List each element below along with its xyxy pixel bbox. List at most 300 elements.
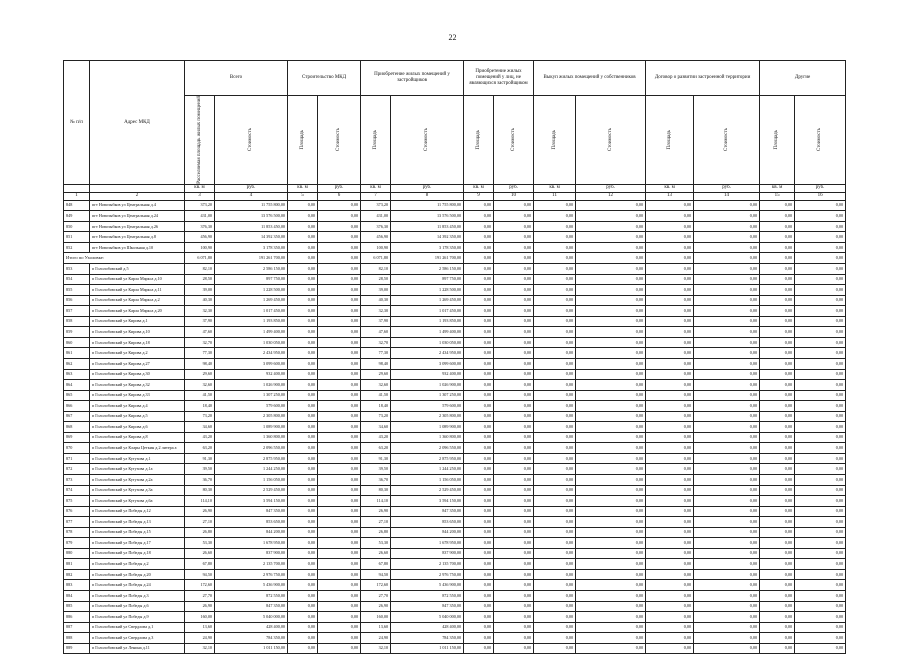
other-cost-cell: 0,00 bbox=[795, 464, 846, 475]
header-territory-contract: Договор о развитии застроенной территории bbox=[646, 61, 760, 96]
total-area-cell: 376,30 bbox=[185, 221, 215, 232]
construction-cost-cell: 0,00 bbox=[318, 559, 361, 570]
acq-nondev-cost-cell: 0,00 bbox=[494, 348, 534, 359]
row-address: п Гололобовский д.5 bbox=[90, 264, 185, 275]
total-area-cell: 160,00 bbox=[185, 612, 215, 623]
acq-nondev-area-cell: 0,00 bbox=[464, 306, 494, 317]
construction-area-cell: 0,00 bbox=[288, 590, 318, 601]
acq-dev-cost-cell: 1 499 400,00 bbox=[391, 327, 464, 338]
acq-dev-area-cell: 41,50 bbox=[361, 390, 391, 401]
buyout-cost-cell: 0,00 bbox=[576, 274, 646, 285]
contract-cost-cell: 0,00 bbox=[694, 590, 760, 601]
total-area-cell: 6 071,80 bbox=[185, 253, 215, 264]
acq-dev-area-cell: 28,50 bbox=[361, 274, 391, 285]
total-cost-cell: 191 261 700,00 bbox=[215, 253, 288, 264]
acq-dev-area-cell: 39,50 bbox=[361, 464, 391, 475]
acq-nondev-area-cell: 0,00 bbox=[464, 580, 494, 591]
row-number: 869 bbox=[64, 432, 90, 443]
contract-cost-cell: 0,00 bbox=[694, 453, 760, 464]
column-number: 1 bbox=[64, 192, 90, 200]
page-number: 22 bbox=[448, 33, 457, 42]
total-cost-cell: 2 434 950,00 bbox=[215, 348, 288, 359]
row-address: п Гололобовский ул Карла Маркса д.11 bbox=[90, 285, 185, 296]
acq-dev-cost-cell: 1 156 050,00 bbox=[391, 474, 464, 485]
construction-area-cell: 0,00 bbox=[288, 569, 318, 580]
column-number: 4 bbox=[215, 192, 288, 200]
buyout-cost-cell: 0,00 bbox=[576, 390, 646, 401]
total-area-cell: 82,10 bbox=[185, 264, 215, 275]
construction-cost-cell: 0,00 bbox=[318, 306, 361, 317]
table-row bbox=[64, 527, 846, 538]
construction-cost-cell: 0,00 bbox=[318, 200, 361, 211]
row-number: 863 bbox=[64, 369, 90, 380]
construction-cost-cell: 0,00 bbox=[318, 538, 361, 549]
contract-cost-cell: 0,00 bbox=[694, 369, 760, 380]
acq-nondev-area-cell: 0,00 bbox=[464, 369, 494, 380]
buyout-area-cell: 0,00 bbox=[534, 612, 576, 623]
unit-rub: руб. bbox=[391, 184, 464, 192]
acq-dev-area-cell: 172,60 bbox=[361, 580, 391, 591]
table-row bbox=[64, 306, 846, 317]
acq-dev-cost-cell: 1 017 450,00 bbox=[391, 306, 464, 317]
contract-cost-cell: 0,00 bbox=[694, 264, 760, 275]
construction-area-cell: 0,00 bbox=[288, 517, 318, 528]
acq-nondev-cost-cell: 0,00 bbox=[494, 612, 534, 623]
acq-nondev-cost-cell: 0,00 bbox=[494, 369, 534, 380]
construction-area-cell: 0,00 bbox=[288, 232, 318, 243]
contract-area-cell: 0,00 bbox=[646, 612, 694, 623]
acq-nondev-cost-cell: 0,00 bbox=[494, 538, 534, 549]
contract-area-cell: 0,00 bbox=[646, 211, 694, 222]
table-row bbox=[64, 337, 846, 348]
contract-cost-cell: 0,00 bbox=[694, 580, 760, 591]
other-area-cell: 0,00 bbox=[760, 348, 795, 359]
row-number: 873 bbox=[64, 474, 90, 485]
total-area-cell: 100,90 bbox=[185, 242, 215, 253]
unit-sqm: кв. м bbox=[185, 184, 215, 192]
row-address: п Гололобовский ул Победы д.2 bbox=[90, 559, 185, 570]
other-cost-cell: 0,00 bbox=[795, 337, 846, 348]
table-row bbox=[64, 390, 846, 401]
buyout-area-cell: 0,00 bbox=[534, 401, 576, 412]
construction-area-cell: 0,00 bbox=[288, 601, 318, 612]
total-area-cell: 63,20 bbox=[185, 443, 215, 454]
buyout-area-cell: 0,00 bbox=[534, 211, 576, 222]
row-number: 871 bbox=[64, 453, 90, 464]
row-number: 850 bbox=[64, 221, 90, 232]
total-area-cell: 27,70 bbox=[185, 590, 215, 601]
acq-dev-cost-cell: 1 678 950,00 bbox=[391, 538, 464, 549]
total-cost-cell: 3 178 350,00 bbox=[215, 242, 288, 253]
buyout-area-cell: 0,00 bbox=[534, 443, 576, 454]
acq-dev-cost-cell: 5 436 900,00 bbox=[391, 580, 464, 591]
construction-area-cell: 0,00 bbox=[288, 264, 318, 275]
construction-area-cell: 0,00 bbox=[288, 643, 318, 654]
acq-dev-area-cell: 27,70 bbox=[361, 590, 391, 601]
acq-dev-cost-cell: 191 261 700,00 bbox=[391, 253, 464, 264]
row-number: 867 bbox=[64, 411, 90, 422]
other-cost-cell: 0,00 bbox=[795, 358, 846, 369]
buyout-cost-cell: 0,00 bbox=[576, 496, 646, 507]
contract-area-cell: 0,00 bbox=[646, 274, 694, 285]
acq-nondev-cost-cell: 0,00 bbox=[494, 496, 534, 507]
other-area-cell: 0,00 bbox=[760, 390, 795, 401]
acq-dev-area-cell: 431,00 bbox=[361, 211, 391, 222]
table-row bbox=[64, 432, 846, 443]
construction-area-cell: 0,00 bbox=[288, 200, 318, 211]
total-area-cell: 32,70 bbox=[185, 337, 215, 348]
row-address: п Гололобовский ул Кирова д.33 bbox=[90, 390, 185, 401]
construction-cost-cell: 0,00 bbox=[318, 601, 361, 612]
construction-cost-cell: 0,00 bbox=[318, 643, 361, 654]
buyout-area-cell: 0,00 bbox=[534, 200, 576, 211]
buyout-area-cell: 0,00 bbox=[534, 221, 576, 232]
acq-nondev-area-cell: 0,00 bbox=[464, 422, 494, 433]
contract-area-cell: 0,00 bbox=[646, 496, 694, 507]
header-acq-non-developers: Приобретение жилых помещений у лиц, не являющихся застройщиком bbox=[464, 61, 534, 96]
acq-nondev-cost-cell: 0,00 bbox=[494, 432, 534, 443]
other-area-cell: 0,00 bbox=[760, 221, 795, 232]
acq-nondev-cost-cell: 0,00 bbox=[494, 453, 534, 464]
total-area-cell: 29,60 bbox=[185, 369, 215, 380]
total-cost-cell: 2 529 450,00 bbox=[215, 485, 288, 496]
acq-dev-area-cell: 39,00 bbox=[361, 285, 391, 296]
contract-area-cell: 0,00 bbox=[646, 264, 694, 275]
construction-cost-cell: 0,00 bbox=[318, 390, 361, 401]
subtotal-label: Итого по Ухоловке: bbox=[64, 253, 185, 264]
contract-cost-cell: 0,00 bbox=[694, 380, 760, 391]
buyout-cost-cell: 0,00 bbox=[576, 432, 646, 443]
other-cost-cell: 0,00 bbox=[795, 422, 846, 433]
construction-area-cell: 0,00 bbox=[288, 380, 318, 391]
total-cost-cell: 1 269 450,00 bbox=[215, 295, 288, 306]
construction-area-cell: 0,00 bbox=[288, 538, 318, 549]
contract-area-cell: 0,00 bbox=[646, 527, 694, 538]
construction-area-cell: 0,00 bbox=[288, 432, 318, 443]
buyout-cost-cell: 0,00 bbox=[576, 601, 646, 612]
buyout-area-cell: 0,00 bbox=[534, 517, 576, 528]
buyout-cost-cell: 0,00 bbox=[576, 221, 646, 232]
buyout-cost-cell: 0,00 bbox=[576, 242, 646, 253]
row-address: п Гололобовский ул Кирова д.4 bbox=[90, 401, 185, 412]
column-number: 12 bbox=[576, 192, 646, 200]
contract-cost-cell: 0,00 bbox=[694, 601, 760, 612]
table-row bbox=[64, 316, 846, 327]
other-area-cell: 0,00 bbox=[760, 316, 795, 327]
total-cost-cell: 579 600,00 bbox=[215, 401, 288, 412]
buyout-cost-cell: 0,00 bbox=[576, 337, 646, 348]
unit-rub: руб. bbox=[215, 184, 288, 192]
other-area-cell: 0,00 bbox=[760, 506, 795, 517]
table-row bbox=[64, 485, 846, 496]
total-cost-cell: 847 350,00 bbox=[215, 601, 288, 612]
contract-area-cell: 0,00 bbox=[646, 242, 694, 253]
buyout-cost-cell: 0,00 bbox=[576, 559, 646, 570]
construction-area-cell: 0,00 bbox=[288, 327, 318, 338]
unit-rub: руб. bbox=[318, 184, 361, 192]
buyout-area-cell: 0,00 bbox=[534, 316, 576, 327]
row-number: 849 bbox=[64, 211, 90, 222]
acq-nondev-cost-cell: 0,00 bbox=[494, 464, 534, 475]
column-number: 11 bbox=[534, 192, 576, 200]
contract-cost-cell: 0,00 bbox=[694, 253, 760, 264]
other-area-cell: 0,00 bbox=[760, 411, 795, 422]
construction-area-cell: 0,00 bbox=[288, 411, 318, 422]
total-area-cell: 431,00 bbox=[185, 211, 215, 222]
contract-area-cell: 0,00 bbox=[646, 569, 694, 580]
total-cost-cell: 3 099 600,00 bbox=[215, 358, 288, 369]
acq-dev-cost-cell: 1 228 500,00 bbox=[391, 285, 464, 296]
row-number: 862 bbox=[64, 358, 90, 369]
other-area-cell: 0,00 bbox=[760, 380, 795, 391]
total-area-cell: 27,10 bbox=[185, 517, 215, 528]
construction-cost-cell: 0,00 bbox=[318, 464, 361, 475]
acq-dev-area-cell: 73,20 bbox=[361, 411, 391, 422]
construction-area-cell: 0,00 bbox=[288, 337, 318, 348]
contract-area-cell: 0,00 bbox=[646, 232, 694, 243]
acq-nondev-cost-cell: 0,00 bbox=[494, 232, 534, 243]
other-area-cell: 0,00 bbox=[760, 601, 795, 612]
buyout-area-cell: 0,00 bbox=[534, 643, 576, 654]
acq-nondev-cost-cell: 0,00 bbox=[494, 380, 534, 391]
buyout-cost-cell: 0,00 bbox=[576, 264, 646, 275]
table-row bbox=[64, 264, 846, 275]
acq-dev-cost-cell: 3 099 600,00 bbox=[391, 358, 464, 369]
acq-dev-area-cell: 36,70 bbox=[361, 474, 391, 485]
acq-dev-cost-cell: 2 096 550,00 bbox=[391, 443, 464, 454]
other-area-cell: 0,00 bbox=[760, 590, 795, 601]
contract-area-cell: 0,00 bbox=[646, 453, 694, 464]
total-area-cell: 26,90 bbox=[185, 601, 215, 612]
buyout-area-cell: 0,00 bbox=[534, 601, 576, 612]
contract-area-cell: 0,00 bbox=[646, 432, 694, 443]
table-row bbox=[64, 464, 846, 475]
contract-cost-cell: 0,00 bbox=[694, 548, 760, 559]
buyout-cost-cell: 0,00 bbox=[576, 622, 646, 633]
buyout-cost-cell: 0,00 bbox=[576, 422, 646, 433]
construction-cost-cell: 0,00 bbox=[318, 401, 361, 412]
subheader-area: Площадь bbox=[361, 96, 391, 185]
table-row bbox=[64, 200, 846, 211]
other-area-cell: 0,00 bbox=[760, 538, 795, 549]
total-area-cell: 28,50 bbox=[185, 274, 215, 285]
contract-area-cell: 0,00 bbox=[646, 538, 694, 549]
other-area-cell: 0,00 bbox=[760, 253, 795, 264]
row-address: п Гололобовский ул Победы д.13 bbox=[90, 517, 185, 528]
buyout-area-cell: 0,00 bbox=[534, 496, 576, 507]
other-area-cell: 0,00 bbox=[760, 643, 795, 654]
acq-nondev-cost-cell: 0,00 bbox=[494, 506, 534, 517]
header-buyout: Выкуп жилых помещений у собственников bbox=[534, 61, 646, 96]
acq-nondev-cost-cell: 0,00 bbox=[494, 358, 534, 369]
construction-area-cell: 0,00 bbox=[288, 622, 318, 633]
acq-dev-area-cell: 63,20 bbox=[361, 443, 391, 454]
table-row bbox=[64, 443, 846, 454]
construction-area-cell: 0,00 bbox=[288, 506, 318, 517]
acq-dev-cost-cell: 3 594 150,00 bbox=[391, 496, 464, 507]
acq-nondev-area-cell: 0,00 bbox=[464, 622, 494, 633]
other-area-cell: 0,00 bbox=[760, 633, 795, 644]
buyout-area-cell: 0,00 bbox=[534, 369, 576, 380]
acq-dev-area-cell: 91,30 bbox=[361, 453, 391, 464]
buyout-area-cell: 0,00 bbox=[534, 264, 576, 275]
row-address: п Гололобовский ул Победы д.9 bbox=[90, 612, 185, 623]
acq-nondev-area-cell: 0,00 bbox=[464, 432, 494, 443]
acq-nondev-area-cell: 0,00 bbox=[464, 527, 494, 538]
contract-area-cell: 0,00 bbox=[646, 295, 694, 306]
contract-cost-cell: 0,00 bbox=[694, 358, 760, 369]
table-row bbox=[64, 569, 846, 580]
total-cost-cell: 5 040 000,00 bbox=[215, 612, 288, 623]
buyout-area-cell: 0,00 bbox=[534, 295, 576, 306]
acq-dev-cost-cell: 1 011 150,00 bbox=[391, 643, 464, 654]
buyout-cost-cell: 0,00 bbox=[576, 443, 646, 454]
construction-area-cell: 0,00 bbox=[288, 485, 318, 496]
total-area-cell: 80,30 bbox=[185, 485, 215, 496]
other-area-cell: 0,00 bbox=[760, 517, 795, 528]
row-address: п Гололобовский ул Карла Маркса д.20 bbox=[90, 306, 185, 317]
acq-nondev-area-cell: 0,00 bbox=[464, 380, 494, 391]
acq-nondev-area-cell: 0,00 bbox=[464, 569, 494, 580]
total-cost-cell: 844 200,00 bbox=[215, 527, 288, 538]
total-cost-cell: 1 360 800,00 bbox=[215, 432, 288, 443]
buyout-cost-cell: 0,00 bbox=[576, 590, 646, 601]
row-address: п Гололобовский ул Кутузова д.6а bbox=[90, 496, 185, 507]
contract-cost-cell: 0,00 bbox=[694, 390, 760, 401]
acq-dev-area-cell: 114,10 bbox=[361, 496, 391, 507]
row-address: п Гололобовский ул Победы д.3 bbox=[90, 590, 185, 601]
row-number: 856 bbox=[64, 295, 90, 306]
construction-area-cell: 0,00 bbox=[288, 422, 318, 433]
acq-nondev-cost-cell: 0,00 bbox=[494, 327, 534, 338]
other-cost-cell: 0,00 bbox=[795, 369, 846, 380]
buyout-area-cell: 0,00 bbox=[534, 590, 576, 601]
total-cost-cell: 932 400,00 bbox=[215, 369, 288, 380]
other-cost-cell: 0,00 bbox=[795, 264, 846, 275]
acq-dev-area-cell: 27,10 bbox=[361, 517, 391, 528]
row-address: п Гололобовский ул Ленина д.11 bbox=[90, 643, 185, 654]
acq-nondev-cost-cell: 0,00 bbox=[494, 211, 534, 222]
table-row bbox=[64, 285, 846, 296]
other-area-cell: 0,00 bbox=[760, 200, 795, 211]
row-address: п Гололобовский ул Кирова д.32 bbox=[90, 380, 185, 391]
buyout-cost-cell: 0,00 bbox=[576, 369, 646, 380]
acq-dev-cost-cell: 844 200,00 bbox=[391, 527, 464, 538]
subheader-area: Площадь bbox=[646, 96, 694, 185]
other-cost-cell: 0,00 bbox=[795, 527, 846, 538]
contract-area-cell: 0,00 bbox=[646, 643, 694, 654]
other-area-cell: 0,00 bbox=[760, 548, 795, 559]
row-number: 848 bbox=[64, 200, 90, 211]
column-number: 2 bbox=[90, 192, 185, 200]
acq-dev-cost-cell: 2 305 800,00 bbox=[391, 411, 464, 422]
other-cost-cell: 0,00 bbox=[795, 306, 846, 317]
other-cost-cell: 0,00 bbox=[795, 538, 846, 549]
total-area-cell: 91,30 bbox=[185, 453, 215, 464]
total-cost-cell: 1 244 250,00 bbox=[215, 464, 288, 475]
buyout-cost-cell: 0,00 bbox=[576, 348, 646, 359]
contract-area-cell: 0,00 bbox=[646, 358, 694, 369]
resettlement-table bbox=[63, 60, 846, 654]
contract-cost-cell: 0,00 bbox=[694, 538, 760, 549]
contract-area-cell: 0,00 bbox=[646, 306, 694, 317]
construction-cost-cell: 0,00 bbox=[318, 253, 361, 264]
construction-cost-cell: 0,00 bbox=[318, 221, 361, 232]
row-number: 888 bbox=[64, 633, 90, 644]
acq-dev-area-cell: 29,60 bbox=[361, 369, 391, 380]
subtotal-row bbox=[64, 253, 846, 264]
total-area-cell: 41,50 bbox=[185, 390, 215, 401]
acq-dev-area-cell: 98,40 bbox=[361, 358, 391, 369]
other-area-cell: 0,00 bbox=[760, 527, 795, 538]
construction-cost-cell: 0,00 bbox=[318, 316, 361, 327]
unit-sqm: кв. м bbox=[646, 184, 694, 192]
other-cost-cell: 0,00 bbox=[795, 569, 846, 580]
construction-cost-cell: 0,00 bbox=[318, 295, 361, 306]
other-cost-cell: 0,00 bbox=[795, 316, 846, 327]
acq-nondev-cost-cell: 0,00 bbox=[494, 643, 534, 654]
construction-cost-cell: 0,00 bbox=[318, 580, 361, 591]
other-cost-cell: 0,00 bbox=[795, 285, 846, 296]
contract-cost-cell: 0,00 bbox=[694, 285, 760, 296]
acq-nondev-cost-cell: 0,00 bbox=[494, 474, 534, 485]
acq-dev-cost-cell: 932 400,00 bbox=[391, 369, 464, 380]
contract-area-cell: 0,00 bbox=[646, 369, 694, 380]
construction-area-cell: 0,00 bbox=[288, 242, 318, 253]
row-address: п Гололобовский ул Победы д.12 bbox=[90, 506, 185, 517]
total-area-cell: 373,20 bbox=[185, 200, 215, 211]
acq-dev-cost-cell: 872 550,00 bbox=[391, 590, 464, 601]
construction-cost-cell: 0,00 bbox=[318, 411, 361, 422]
acq-nondev-cost-cell: 0,00 bbox=[494, 590, 534, 601]
header-num: № п/п bbox=[64, 61, 90, 185]
total-cost-cell: 1 026 900,00 bbox=[215, 380, 288, 391]
acq-dev-cost-cell: 1 089 900,00 bbox=[391, 422, 464, 433]
table-row bbox=[64, 358, 846, 369]
contract-area-cell: 0,00 bbox=[646, 327, 694, 338]
header-other: Другие bbox=[760, 61, 846, 96]
acq-nondev-area-cell: 0,00 bbox=[464, 633, 494, 644]
row-address: п Гололобовский ул Кирова д.2 bbox=[90, 348, 185, 359]
unit-sqm: кв. м bbox=[760, 184, 795, 192]
row-address: п Гололобовский ул Кирова д.27 bbox=[90, 358, 185, 369]
total-area-cell: 40,30 bbox=[185, 295, 215, 306]
acq-nondev-area-cell: 0,00 bbox=[464, 401, 494, 412]
unit-sqm: кв. м bbox=[464, 184, 494, 192]
other-area-cell: 0,00 bbox=[760, 559, 795, 570]
acq-dev-area-cell: 53,30 bbox=[361, 538, 391, 549]
buyout-area-cell: 0,00 bbox=[534, 464, 576, 475]
row-number: 889 bbox=[64, 643, 90, 654]
construction-cost-cell: 0,00 bbox=[318, 622, 361, 633]
table-row bbox=[64, 221, 846, 232]
row-address: п Гололобовский ул Победы д.17 bbox=[90, 538, 185, 549]
total-area-cell: 37,90 bbox=[185, 316, 215, 327]
contract-cost-cell: 0,00 bbox=[694, 569, 760, 580]
row-number: 883 bbox=[64, 580, 90, 591]
buyout-area-cell: 0,00 bbox=[534, 633, 576, 644]
acq-dev-cost-cell: 2 976 750,00 bbox=[391, 569, 464, 580]
other-cost-cell: 0,00 bbox=[795, 633, 846, 644]
acq-nondev-area-cell: 0,00 bbox=[464, 348, 494, 359]
construction-area-cell: 0,00 bbox=[288, 496, 318, 507]
total-cost-cell: 897 750,00 bbox=[215, 274, 288, 285]
table-row bbox=[64, 538, 846, 549]
total-cost-cell: 11 755 800,00 bbox=[215, 200, 288, 211]
contract-area-cell: 0,00 bbox=[646, 474, 694, 485]
construction-cost-cell: 0,00 bbox=[318, 569, 361, 580]
row-number: 864 bbox=[64, 380, 90, 391]
